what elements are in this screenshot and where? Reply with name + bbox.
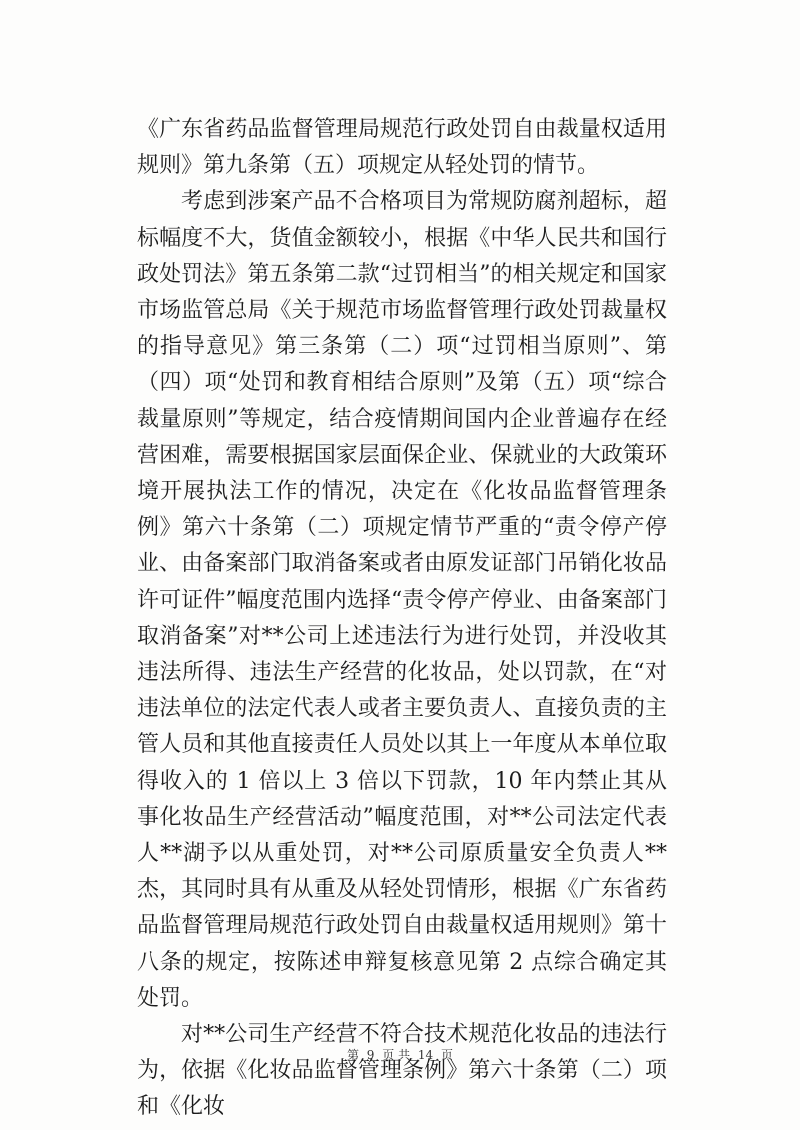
footer-suffix: 页 <box>441 1048 454 1062</box>
paragraph-3: 对**公司生产经营不符合技术规范化妆品的违法行为，依据《化妆品监督管理条例》第六十条第（二）项和《化妆 <box>137 1022 667 1120</box>
page-footer <box>0 1046 800 1063</box>
footer-middle: 页 共 <box>382 1048 411 1062</box>
footer-total-pages: 14 <box>417 1048 434 1062</box>
document-body <box>137 112 667 1126</box>
paragraph-1: 《广东省药品监督管理局规范行政处罚自由裁量权适用规则》第九条第（五）项规定从轻处罚的情节。 <box>137 117 667 179</box>
paragraph-2: 考虑到涉案产品不合格项目为常规防腐剂超标，超标幅度不大，货值金额较小，根据《中华人民共和国行政处罚法》第五条第二款“过罚相当”的相关规定和国家市场监管总局《关于规范市场监督管理行政处罚裁量权的指导意见》第三条第（二）项“过罚相当原则”、第（四）项“处罚和教育相结合原则”及第（五）项“综合裁量原则”等规定，结合疫情期间国内企业普遍存在经营困难，需要根据国家层面保企业、保就业的大政策环境开展执法工作的情况，决定在《化妆品监督管理条例》第六十条第（二）项规定情节严重的“责令停产停业、由备案部门取消备案或者由原发证部门吊销化妆品许可证件”幅度范围内选择“责令停产停业、由备案部门取消备案”对**公司上述违法行为进行处罚，并没收其违法所得、违法生产经营的化妆品，处以罚款，在“对违法单位的法定代表人或者主要负责人、直接负责的主管人员和其他直接责任人员处以其上一年度从本单位取得收入的 1 倍以上 3 倍以下罚款，10 年内禁止其从事化妆品生产经营活动”幅度范围，对**公司法定代表人**湖予以从重处罚，对**公司原质量安全负责人**杰，其同时具有从重及从轻处罚情形，根据《广东省药品监督管理局规范行政处罚自由裁量权适用规则》第十八条的规定，按陈述申辩复核意见第 2 点综合确定其处罚。 <box>137 189 667 1011</box>
footer-current-page: 9 <box>366 1048 375 1062</box>
footer-prefix: 第 <box>346 1048 359 1062</box>
